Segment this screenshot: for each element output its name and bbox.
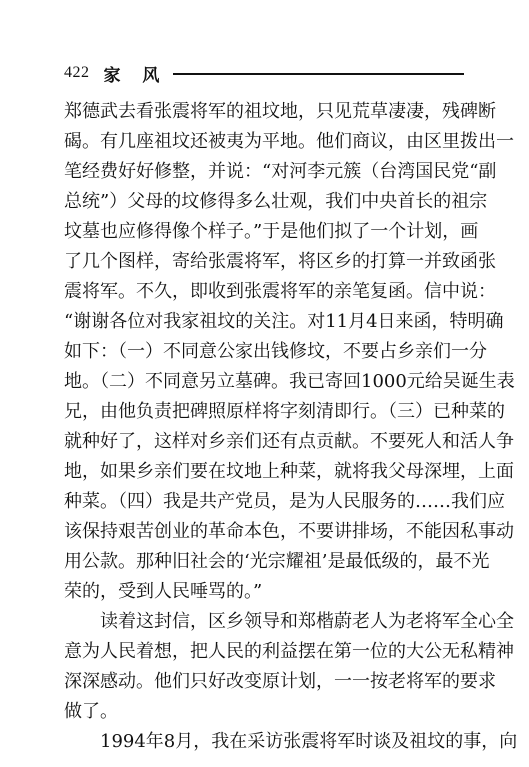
running-header <box>64 60 464 86</box>
text-line: 读着这封信，区乡领导和郑楷蔚老人为老将军全心全 <box>64 611 514 632</box>
text-line: 做了。 <box>64 701 118 722</box>
text-line: 1994年8月，我在采访张震将军时谈及祖坟的事，向 <box>64 731 518 752</box>
page-number: 422 <box>64 64 90 81</box>
text-line: 如下：（一）不同意公家出钱修坟，不要占乡亲们一分 <box>64 341 487 362</box>
body-text <box>64 97 518 757</box>
text-line: 种菜。（四）我是共产党员，是为人民服务的……我们应 <box>64 491 505 512</box>
header-rule <box>173 73 464 75</box>
text-line: 坟墓也应修得像个样子。”于是他们拟了一个计划，画 <box>64 221 479 242</box>
text-line: 用公款。那种旧社会的‘光宗耀祖’是最低级的，最不光 <box>64 551 490 572</box>
text-line: 了几个图样，寄给张震将军，将区乡的打算一并致函张 <box>64 251 496 272</box>
chapter-title: 家 风 <box>103 65 168 86</box>
text-line: 兄，由他负责把碑照原样将字刻清即行。（三）已种菜的 <box>64 401 505 422</box>
text-line: “谢谢各位对我家祖坟的关注。对11月4日来函，特明确 <box>64 311 504 332</box>
text-line: 就种好了，这样对乡亲们还有点贡献。不要死人和活人争 <box>64 431 514 452</box>
text-line: 碣。有几座祖坟还被夷为平地。他们商议，由区里拨出一 <box>64 131 514 152</box>
text-line: 深深感动。他们只好改变原计划，一一按老将军的要求 <box>64 671 496 692</box>
text-line: 荣的，受到人民唾骂的。” <box>64 581 263 602</box>
text-line: 总统”）父母的坟修得多么壮观，我们中央首长的祖宗 <box>64 191 488 212</box>
text-line: 震将军。不久，即收到张震将军的亲笔复函。信中说： <box>64 281 496 302</box>
text-line: 意为人民着想，把人民的利益摆在第一位的大公无私精神 <box>64 641 514 662</box>
text-line: 地，如果乡亲们要在坟地上种菜，就将我父母深埋，上面 <box>64 461 514 482</box>
text-line: 地。（二）不同意另立墓碑。我已寄回1000元给吴诞生表 <box>64 371 515 392</box>
text-line: 郑德武去看张震将军的祖坟地，只见荒草凄凄，残碑断 <box>64 101 496 122</box>
text-line: 该保持艰苦创业的革命本色，不要讲排场，不能因私事动 <box>64 521 514 542</box>
text-line: 笔经费好好修整，并说：“对河李元簇（台湾国民党“副 <box>64 161 497 182</box>
